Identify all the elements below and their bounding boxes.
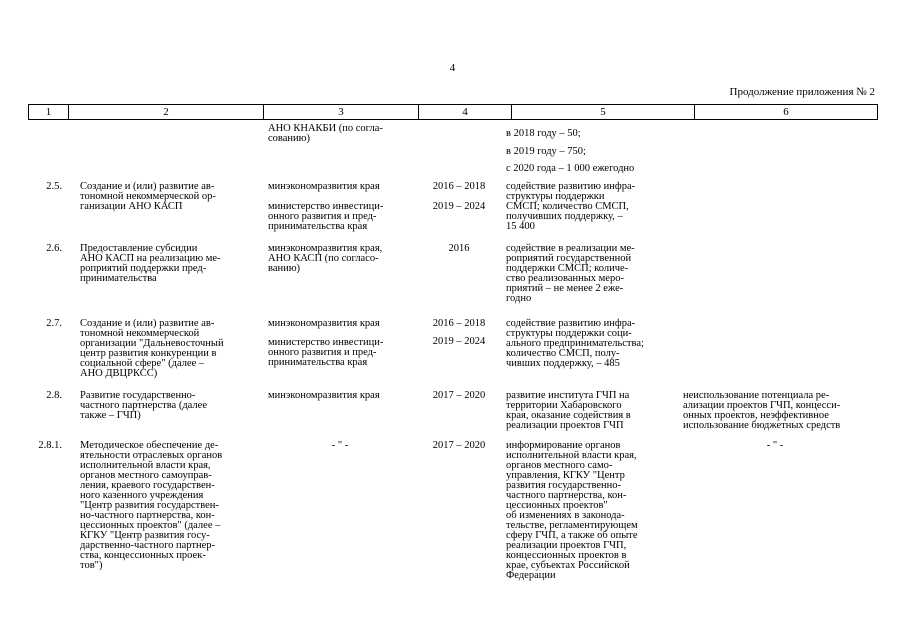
row5-name: Методическое обеспечение де- ятельности отраслевых органов исполнительной власти края, органов местного самоуправ- ления, краевого государствен- ного казенного учреждения "Центр развития государствен- но-частного партнерства, кон- цессионных проектов" (далее – КГКУ "Центр развития госу- дарственно-частного партнер- ства, концессионных проек- тов") [80, 440, 223, 571]
header-col-2: 2 [69, 105, 264, 120]
row0-result-1: в 2018 году – 50; [506, 128, 581, 139]
header-col-6: 6 [695, 105, 878, 120]
row-number: 2.8.1. [38, 440, 62, 451]
row4-executor: минэкономразвития края [268, 390, 380, 401]
row4-years: 2017 – 2020 [432, 390, 486, 401]
page-number: 4 [449, 62, 456, 74]
row0-executor: АНО КНАКБИ (по согла- сованию) [268, 123, 383, 144]
row1-years-2: 2019 – 2024 [432, 201, 486, 212]
row5-result: информирование органов исполнительной власти края, органов местного само- управления, КГКУ "Центр развития государственно- частного партнерства, кон- цессионных проектов" об изменениях в законода- тельстве, регламентирующем сферу ГЧП, а также об опыте реализации проектов ГЧП, концессионных проектов в крае, субъектах Российской Федерации [506, 440, 638, 581]
row5-executor-ditto: - " - [331, 440, 349, 451]
continuation-caption: Продолжение приложения № 2 [729, 86, 875, 98]
row3-executor-2: министерство инвестици- онного развития и пред- принимательства края [268, 337, 384, 368]
row0-result-3: с 2020 года – 1 000 ежегодно [506, 163, 635, 174]
row1-executor-2: министерство инвестици- онного развития и пред- принимательства края [268, 201, 384, 232]
row2-executor: минэкономразвития края, АНО КАСП (по согласо- ванию) [268, 243, 383, 274]
header-col-1: 1 [29, 105, 69, 120]
row2-years: 2016 [448, 243, 470, 254]
row3-result: содействие развитию инфра- структуры поддержки соци- ального предпринимательства; количество СМСП, полу- чивших поддержку, – 485 [506, 318, 644, 369]
row2-result: содействие в реализации ме- роприятий государственной поддержки СМСП; количе- ство реализованных меро- приятий – не менее 2 еже- годно [506, 243, 635, 304]
row1-executor-1: минэкономразвития края [268, 181, 380, 192]
header-col-3: 3 [264, 105, 419, 120]
header-col-4: 4 [419, 105, 512, 120]
row3-years-1: 2016 – 2018 [432, 318, 486, 329]
row1-result: содействие развитию инфра- структуры поддержки СМСП; количество СМСП, получивших поддержку, – 15 400 [506, 181, 636, 232]
row0-result-2: в 2019 году – 750; [506, 146, 586, 157]
row-number: 2.6. [46, 243, 62, 254]
row4-name: Развитие государственно- частного партнерства (далее также – ГЧП) [80, 390, 207, 421]
row3-years-2: 2019 – 2024 [432, 336, 486, 347]
row4-result: развитие института ГЧП на территории Хабаровского края, оказание содействия в реализации проектов ГЧП [506, 390, 631, 431]
header-col-5: 5 [512, 105, 695, 120]
row5-years: 2017 – 2020 [432, 440, 486, 451]
row4-risk: неиспользование потенциала ре- ализации проектов ГЧП, концесси- онных проектов, неэффективное использование бюджетных средств [683, 390, 841, 431]
row1-name: Создание и (или) развитие ав- тономной некоммерческой ор- ганизации АНО КАСП [80, 181, 216, 212]
row1-years-1: 2016 – 2018 [432, 181, 486, 192]
row5-risk-ditto: - " - [766, 440, 784, 451]
row3-name: Создание и (или) развитие ав- тономной некоммерческой организации "Дальневосточный центр развития конкуренции в социальной сфере" (далее – АНО ДВЦРКСС) [80, 318, 224, 379]
row2-name: Предоставление субсидии АНО КАСП на реализацию ме- роприятий поддержки пред- принимательства [80, 243, 221, 284]
row3-executor-1: минэкономразвития края [268, 318, 380, 329]
row-number: 2.5. [46, 181, 62, 192]
row-number: 2.7. [46, 318, 62, 329]
row-number: 2.8. [46, 390, 62, 401]
